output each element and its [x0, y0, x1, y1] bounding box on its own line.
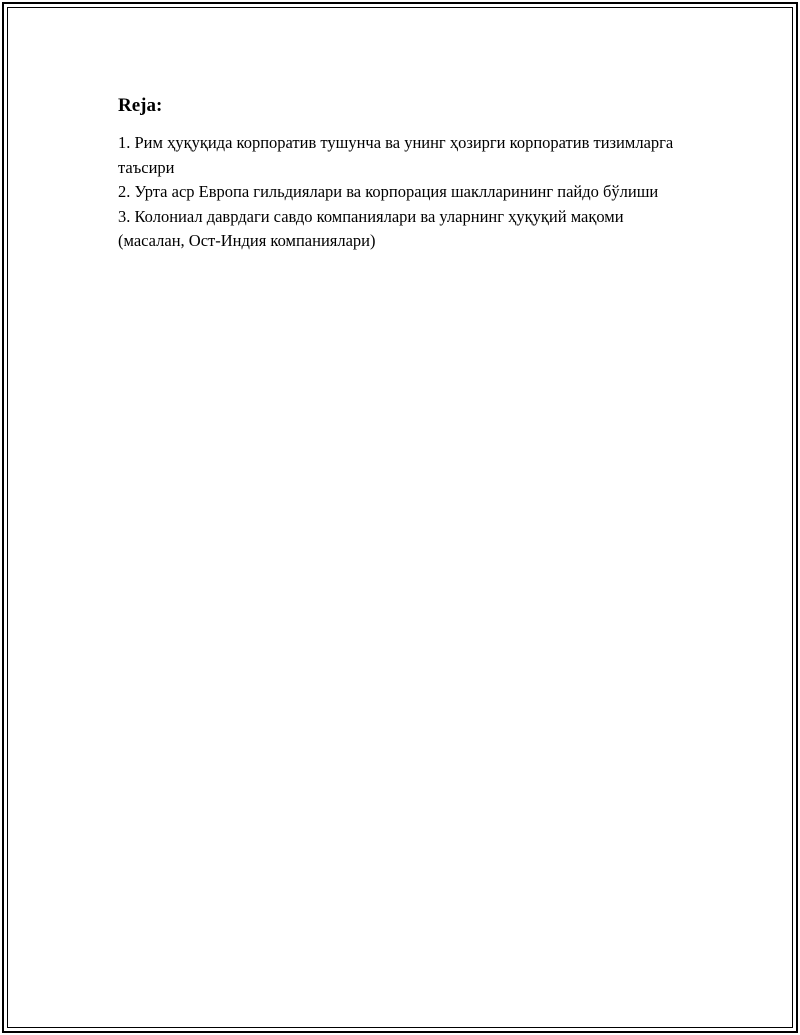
plan-list [118, 131, 678, 254]
plan-item-2: 2. Урта аср Европа гильдиялари ва корпорация шаклларининг пайдо бўлиши [118, 182, 659, 201]
plan-item-3: 3. Колониал даврдаги савдо компаниялари ва уларнинг ҳуқуқий мақоми (масалан, Ост-Индия компаниялари) [118, 206, 624, 250]
page-content [118, 93, 678, 254]
plan-heading: Reja: [118, 95, 163, 116]
plan-item-1: 1. Рим ҳуқуқида корпоратив тушунча ва унинг ҳозирги корпоратив тизимларга таъсири [118, 133, 674, 177]
